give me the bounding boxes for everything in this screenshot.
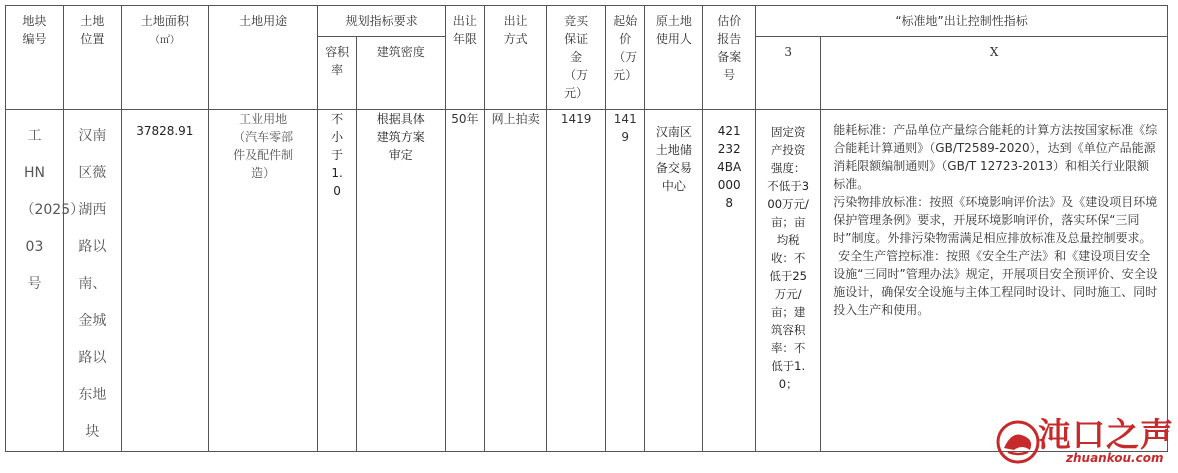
cell-density: 根据具体建筑方案审定 [356, 110, 445, 452]
header-term: 出让年限 [445, 6, 484, 110]
header-method: 出让方式 [485, 6, 547, 110]
cell-original-user: 汉南区土地储备交易中心 [645, 110, 703, 452]
cell-location: 汉南区薇湖西路以南、金城路以东地块 [63, 110, 121, 452]
cell-plot-no: 工HN（2025）03号 [6, 110, 64, 452]
header-area: 土地面积 （㎡） [121, 6, 208, 110]
control-x-safety: 安全生产管控标准：按照《安全生产法》和《建设项目安全设施“三同时”管理办法》规定，开展项目安全预评价、安全设施设计，确保安全设施与主体工程同时设计、同时施工、同时投入生产和使用。 [833, 249, 1158, 317]
header-location: 土地位置 [63, 6, 121, 110]
cell-control-3: 固定资产投资强度：不低于300万元/亩；亩均税收：不低于25万元/亩；建筑容积率：不低于1.0； [756, 110, 821, 452]
cell-term: 50年 [445, 110, 484, 452]
land-transfer-table [5, 5, 1168, 452]
header-appraisal: 估价报告备案号 [703, 6, 756, 110]
header-start-price: 起始价（万元） [606, 6, 645, 110]
site-watermark [994, 414, 1174, 470]
cell-plot-ratio: 不小于1.0 [318, 110, 356, 452]
cell-area: 37828.91 [121, 110, 208, 452]
header-standard-land: “标准地”出让控制性指标 [756, 6, 1168, 37]
watermark-subtitle: zhuankou.com [1066, 451, 1164, 465]
control-x-energy: 能耗标准：产品单位产量综合能耗的计算方法按国家标准《综合能耗计算通则》（GB/T2589-2020），达到《单位产品能源消耗限额编制通则》（GB/T 12723-2013）和相关行业限额标准。 [833, 123, 1158, 191]
header-col-x: X [821, 37, 1168, 110]
header-deposit: 竞买保证金（万元） [547, 6, 606, 110]
header-original-user: 原土地使用人 [645, 6, 703, 110]
cell-deposit: 1419 [547, 110, 606, 452]
header-plot-no: 地块编号 [6, 6, 64, 110]
header-plot-ratio: 容积率 [318, 37, 356, 110]
cell-control-x [821, 110, 1168, 452]
watermark-logo-icon [994, 418, 1044, 466]
header-planning: 规划指标要求 [318, 6, 445, 37]
cell-start-price: 1419 [606, 110, 645, 452]
header-col-3: 3 [756, 37, 821, 110]
header-density: 建筑密度 [356, 37, 445, 110]
cell-appraisal: 4212324BA0008 [703, 110, 756, 452]
cell-method: 网上拍卖 [485, 110, 547, 452]
cell-use: 工业用地（汽车零部件及配件制造） [208, 110, 318, 452]
control-x-pollution: 污染物排放标准：按照《环境影响评价法》及《建设项目环境保护管理条例》要求，开展环境影响评价，落实环保“三同时”制度。外排污染物需满足相应排放标准及总量控制要求。 [833, 195, 1158, 245]
watermark-title: 沌口之声 [1038, 415, 1174, 454]
header-use: 土地用途 [208, 6, 318, 110]
